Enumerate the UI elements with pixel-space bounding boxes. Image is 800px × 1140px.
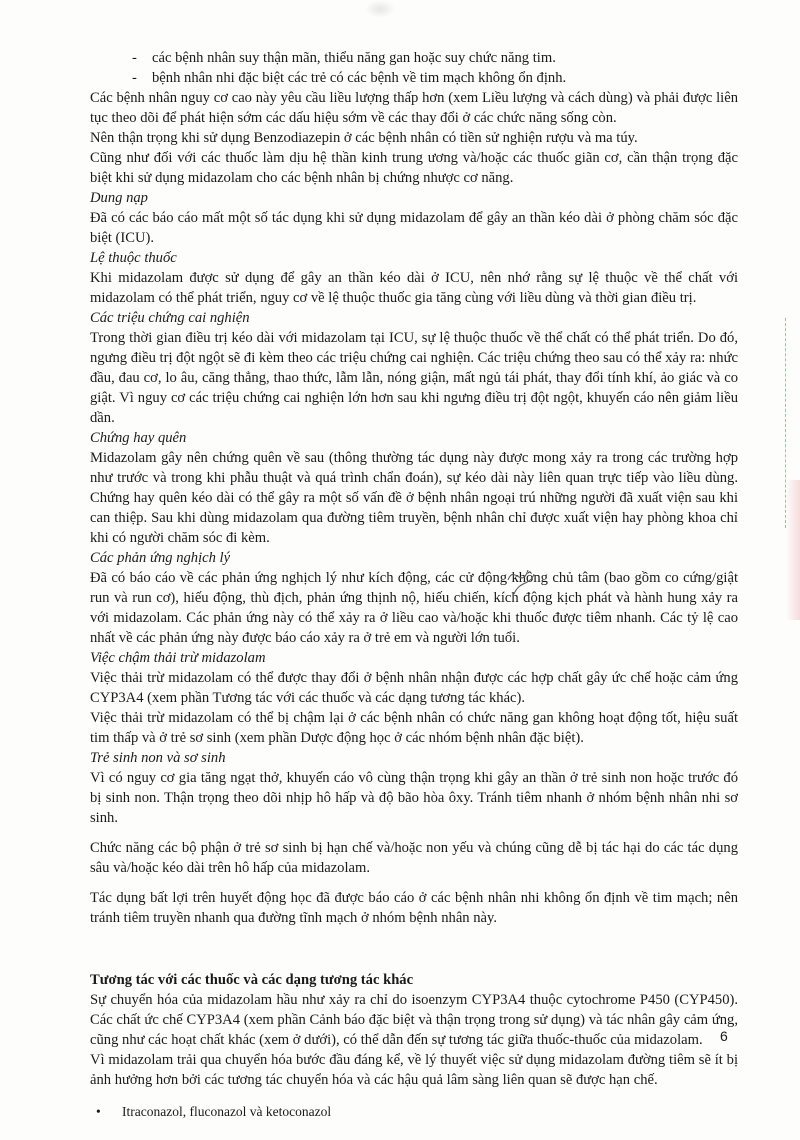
scan-smudge: [365, 0, 395, 18]
paragraph-elimination-2: Việc thải trừ midazolam có thể bị chậm lại ở các bệnh nhân có chức năng gan không hoạt động tốt, hiệu suất tim thấp và ở trẻ sơ sinh (xem phần Dược động học ở các nhóm bệnh nhân đặc biệt).: [90, 710, 738, 746]
heading-withdrawal: Các triệu chứng cai nghiện: [90, 310, 250, 326]
paragraph-neonates-3: Tác dụng bất lợi trên huyết động học đã được báo cáo ở các bệnh nhân nhi không ổn định về tim mạch; nên tránh tiêm truyền nhanh qua đường tĩnh mạch ở nhóm bệnh nhân này.: [90, 890, 738, 926]
handwritten-mark: [500, 550, 540, 610]
heading-neonates: Trẻ sinh non và sơ sinh: [90, 750, 226, 766]
bullet-azoles: • Itraconazol, fluconazol và ketoconazol: [90, 1102, 738, 1122]
paragraph-interactions-2: Vì midazolam trải qua chuyển hóa bước đầu đáng kể, về lý thuyết việc sử dụng midazolam đường tiêm sẽ ít bị ảnh hưởng hơn bởi các tương tác chuyển hóa và các hậu quả lâm sàng liên quan sẽ được hạn chế.: [90, 1052, 738, 1088]
paragraph-dependence: Khi midazolam được sử dụng để gây an thần kéo dài ở ICU, nên nhớ rằng sự lệ thuộc về thể chất với midazolam có thể phát triển, nguy cơ về lệ thuộc thuốc gia tăng cùng với liều dùng và thời gian điều trị.: [90, 270, 738, 306]
list-item-pediatric: - bệnh nhân nhi đặc biệt các trẻ có các bệnh về tim mạch không ổn định.: [90, 68, 738, 88]
page-number: 6: [720, 1028, 728, 1044]
paragraph-benzodiazepine: Nên thận trọng khi sử dụng Benzodiazepin ở các bệnh nhân có tiền sử nghiện rượu và ma túy.: [90, 130, 638, 146]
paragraph-interactions-1: Sự chuyển hóa của midazolam hầu như xảy ra chỉ do isoenzym CYP3A4 thuộc cytochrome P450 (CYP450). Các chất ức chế CYP3A4 (xem phần Cảnh báo đặc biệt và thận trọng trong sử dụng) và tác nhân gây cảm ứng, cũng như các hoạt chất khác (xem ở dưới), có thể dẫn đến sự tương tác giữa thuốc-thuốc của midazolam.: [90, 992, 738, 1048]
list-item-kidney: - các bệnh nhân suy thận mãn, thiểu năng gan hoặc suy chức năng tim.: [90, 48, 738, 68]
heading-amnesia: Chứng hay quên: [90, 430, 187, 446]
heading-elimination: Việc chậm thải trừ midazolam: [90, 650, 266, 666]
heading-interactions: Tương tác với các thuốc và các dạng tương tác khác: [90, 972, 414, 988]
edge-stamp-tint: [786, 480, 800, 620]
heading-tolerance: Dung nạp: [90, 190, 148, 206]
paragraph-amnesia: Midazolam gây nên chứng quên về sau (thông thường tác dụng này được mong xảy ra trong các trường hợp như trước và trong khi phẫu thuật và quá trình chẩn đoán), sự kéo dài này liên quan trực tiếp vào liều dùng. Chứng hay quên kéo dài có thể gây ra một số vấn đề ở bệnh nhân ngoại trú những người đã xuất viện sau khi can thiệp. Sau khi dùng midazolam qua đường tiêm truyền, bệnh nhân chỉ được xuất viện hay phòng khoa chỉ khi có người chăm sóc đi kèm.: [90, 450, 738, 546]
heading-dependence: Lệ thuộc thuốc: [90, 250, 177, 266]
document-body: [90, 48, 738, 1122]
paragraph-neonates-2: Chức năng các bộ phận ở trẻ sơ sinh bị hạn chế và/hoặc non yếu và chúng cũng dễ bị tác hại do các tác dụng sâu và/hoặc kéo dài trên hô hấp của midazolam.: [90, 840, 738, 876]
paragraph-elimination-1: Việc thải trừ midazolam có thể được thay đổi ở bệnh nhân nhận được các hợp chất gây ức chế hoặc cảm ứng CYP3A4 (xem phần Tương tác với các thuốc và các dạng tương tác khác).: [90, 670, 738, 706]
heading-paradoxical: Các phản ứng nghịch lý: [90, 550, 231, 566]
paragraph-cns-depressants: Cũng như đối với các thuốc làm dịu hệ thần kinh trung ương và/hoặc các thuốc giãn cơ, cần thận trọng đặc biệt khi sử dụng midazolam cho các bệnh nhân bị chứng nhược cơ năng.: [90, 150, 738, 186]
paragraph-neonates-1: Vì có nguy cơ gia tăng ngạt thở, khuyến cáo vô cùng thận trọng khi gây an thần ở trẻ sinh non hoặc trước đó bị sinh non. Thận trọng theo dõi nhịp hô hấp và độ bão hòa ôxy. Tránh tiêm nhanh ở nhóm bệnh nhân nhi sơ sinh.: [90, 770, 738, 826]
paragraph-high-risk: Các bệnh nhân nguy cơ cao này yêu cầu liều lượng thấp hơn (xem Liều lượng và cách dùng) và phải được liên tục theo dõi để phát hiện sớm các dấu hiệu sớm về các thay đổi ở các chức năng sống còn.: [90, 90, 738, 126]
paragraph-withdrawal: Trong thời gian điều trị kéo dài với midazolam tại ICU, sự lệ thuộc thuốc về thể chất có thể phát triển. Do đó, ngưng điều trị đột ngột sẽ đi kèm theo các triệu chứng cai nghiện. Các triệu chứng theo sau có thể xảy ra: nhức đầu, đau cơ, lo âu, căng thẳng, thao thức, lẫm lẫn, nóng giận, mất ngủ tái phát, thay đổi tính khí, ảo giác và co giật. Vì nguy cơ các triệu chứng cai nghiện lớn hơn sau khi ngưng điều trị đột ngột, khuyến cáo nên giảm liều dần.: [90, 330, 738, 426]
paragraph-tolerance: Đã có các báo cáo mất một số tác dụng khi sử dụng midazolam để gây an thần kéo dài ở phòng chăm sóc đặc biệt (ICU).: [90, 210, 738, 246]
paragraph-paradoxical: Đã có báo cáo về các phản ứng nghịch lý như kích động, các cử động không chủ tâm (bao gồm co cứng/giật run và run cơ), hiếu động, thù địch, phản ứng thịnh nộ, hiếu chiến, kích động kịch phát và hành hung xảy ra với midazolam. Các phản ứng này có thể xảy ra ở liều cao và/hoặc khi thuốc được tiêm nhanh. Các tỷ lệ cao nhất về các phản ứng này được báo cáo xảy ra ở trẻ em và người lớn tuổi.: [90, 570, 738, 646]
